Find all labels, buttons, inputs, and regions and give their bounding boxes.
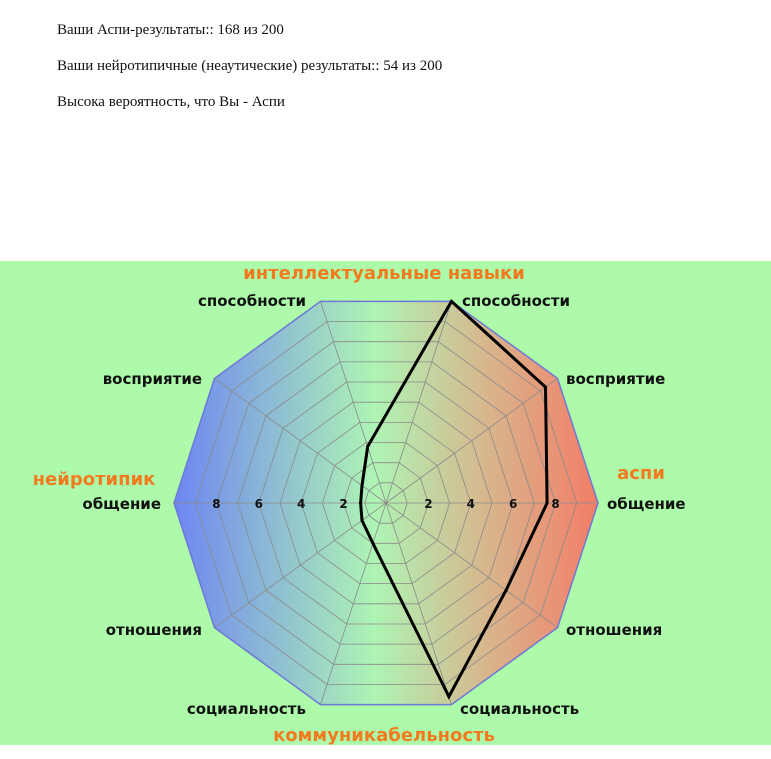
score-point [544,386,547,389]
tick-label: 2 [424,497,433,511]
axis-label-left: отношения [105,621,202,639]
axis-label-right: социальность [460,700,580,718]
axis-label-right: способности [462,292,570,310]
tick-label: 6 [509,497,518,511]
tick-label: 6 [254,497,263,511]
score-point [447,695,450,698]
category-label-left: нейротипик [32,469,156,490]
tick-label: 8 [551,497,560,511]
category-label-right: аспи [617,463,665,484]
axis-label-right: отношения [566,621,663,639]
tick-label: 4 [297,497,306,511]
score-point [505,589,508,592]
axis-label-right: восприятие [566,370,666,388]
axis-label-right: общение [607,495,686,513]
axis-label-left: социальность [186,700,306,718]
score-point [371,542,374,545]
axis-label-left: общение [82,495,161,513]
radar-chart-panel [0,261,771,745]
verdict-text: Высока вероятность, что Вы - Аспи [57,94,285,110]
category-label-bottom: коммуникабельность [273,725,495,745]
neurotypical-score-text: Ваши нейротипичные (неаутические) результаты:: 54 из 200 [57,58,443,74]
score-point [361,484,364,487]
score-point [366,445,369,448]
category-label-top: интеллектуальные навыки [243,263,525,284]
axis-label-left: способности [198,292,306,310]
tick-label: 2 [339,497,348,511]
score-point [546,502,549,505]
tick-label: 8 [212,497,221,511]
score-point [359,502,362,505]
axis-label-left: восприятие [102,370,202,388]
score-point [450,300,453,303]
radar-chart [0,261,771,745]
aspie-score-text: Ваши Аспи-результаты:: 168 из 200 [57,22,284,38]
tick-label: 4 [466,497,475,511]
score-point [361,519,364,522]
